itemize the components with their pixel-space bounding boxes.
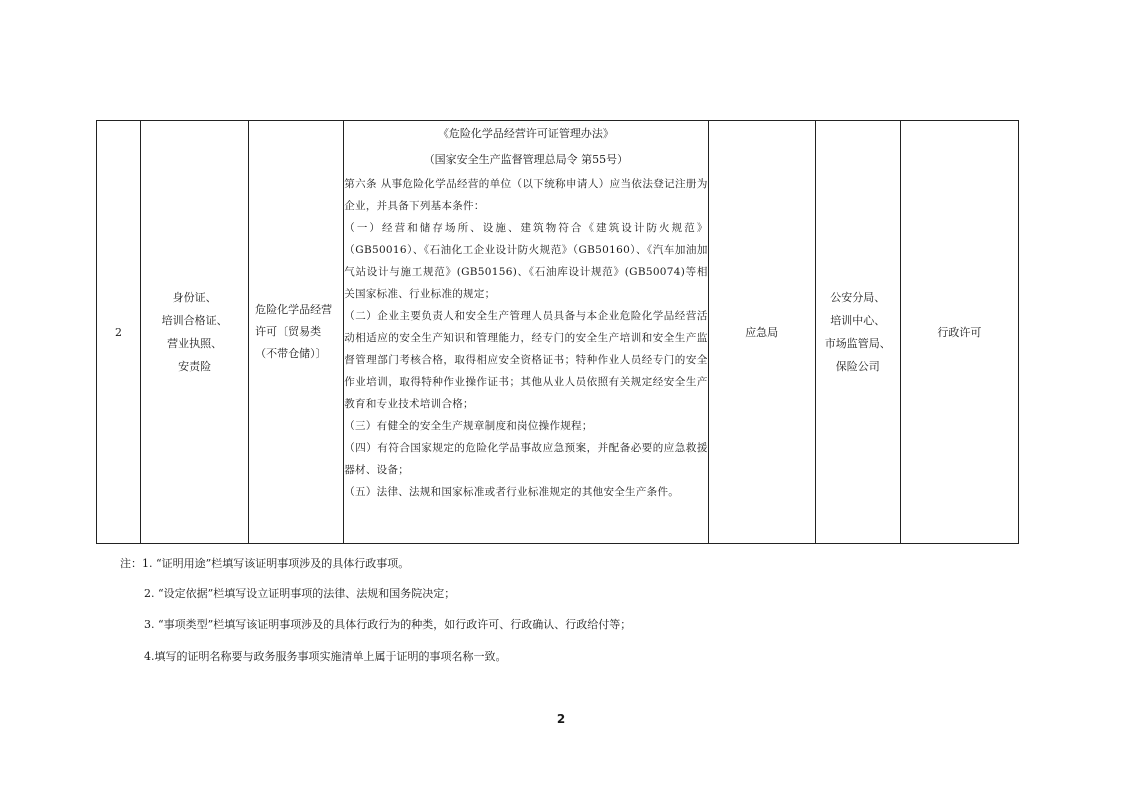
legal-basis-cell (344, 121, 708, 544)
issuing-agency: 培训中心、 (830, 314, 886, 327)
material-item: 营业执照、 (167, 337, 223, 350)
basis-paragraph: （五）法律、法规和国家标准或者行业标准规定的其他安全生产条件。 (344, 486, 680, 498)
matter-type: 行政许可 (937, 326, 982, 339)
department-cell (708, 121, 815, 544)
basis-paragraph: （一）经营和储存场所、设施、建筑物符合《建筑设计防火规范》（GB50016）、《石油化工企业设计防火规范》（GB50160）、《汽车加油加气站设计与施工规范》(GB50156)、《石油库设计规范》(GB50074)等相关国家标准、行业标准的规定； (344, 222, 708, 300)
item-name-cell (249, 121, 344, 544)
note-3: 3. “事项类型”栏填写该证明事项涉及的具体行政行为的种类，如行政许可、行政确认、行政给付等； (144, 618, 632, 631)
matter-type-cell (900, 121, 1018, 544)
issuing-agency: 市场监管局、 (824, 337, 891, 350)
issuing-agencies-cell (815, 121, 900, 544)
department: 应急局 (745, 326, 779, 339)
page-number: 2 (556, 712, 566, 726)
material-item: 身份证、 (172, 291, 217, 304)
issuing-agency: 保险公司 (835, 360, 880, 373)
note-4: 4.填写的证明名称要与政务服务事项实施清单上属于证明的事项名称一致。 (144, 650, 507, 663)
materials-cell (141, 121, 249, 544)
basis-paragraph: 第六条 从事危险化学品经营的单位（以下统称申请人）应当依法登记注册为企业，并具备下列基本条件： (344, 178, 708, 212)
table-row (97, 121, 1019, 544)
basis-paragraph: （四）有符合国家规定的危险化学品事故应急预案，并配备必要的应急救援器材、设备； (344, 442, 708, 476)
basis-paragraph: （三）有健全的安全生产规章制度和岗位操作规程； (344, 420, 593, 432)
law-title: 《危险化学品经营许可证管理办法》 (437, 127, 614, 140)
certification-table (96, 120, 1019, 544)
row-number-cell (97, 121, 141, 544)
material-item: 培训合格证、 (161, 314, 228, 327)
issuing-agency: 公安分局、 (830, 291, 886, 304)
basis-paragraph: （二）企业主要负责人和安全生产管理人员具备与本企业危险化学品经营活动相适应的安全生产知识和管理能力，经专门的安全生产培训和安全生产监督管理部门考核合格，取得相应安全资格证书；特种作业人员经专门的安全作业培训，取得特种作业操作证书；其他从业人员依照有关规定经安全生产教育和专业技术培训合格； (344, 310, 708, 410)
item-name: 危险化学品经营许可〔贸易类（不带仓储）〕 (255, 303, 333, 360)
note-2: 2. “设定依据”栏填写设立证明事项的法律、法规和国务院决定； (144, 587, 456, 600)
law-decree: （国家安全生产监督管理总局令 第55号） (423, 153, 629, 166)
material-item: 安责险 (178, 360, 212, 373)
row-number: 2 (115, 325, 123, 339)
note-1: 注：1. “证明用途”栏填写该证明事项涉及的具体行政事项。 (120, 557, 410, 570)
